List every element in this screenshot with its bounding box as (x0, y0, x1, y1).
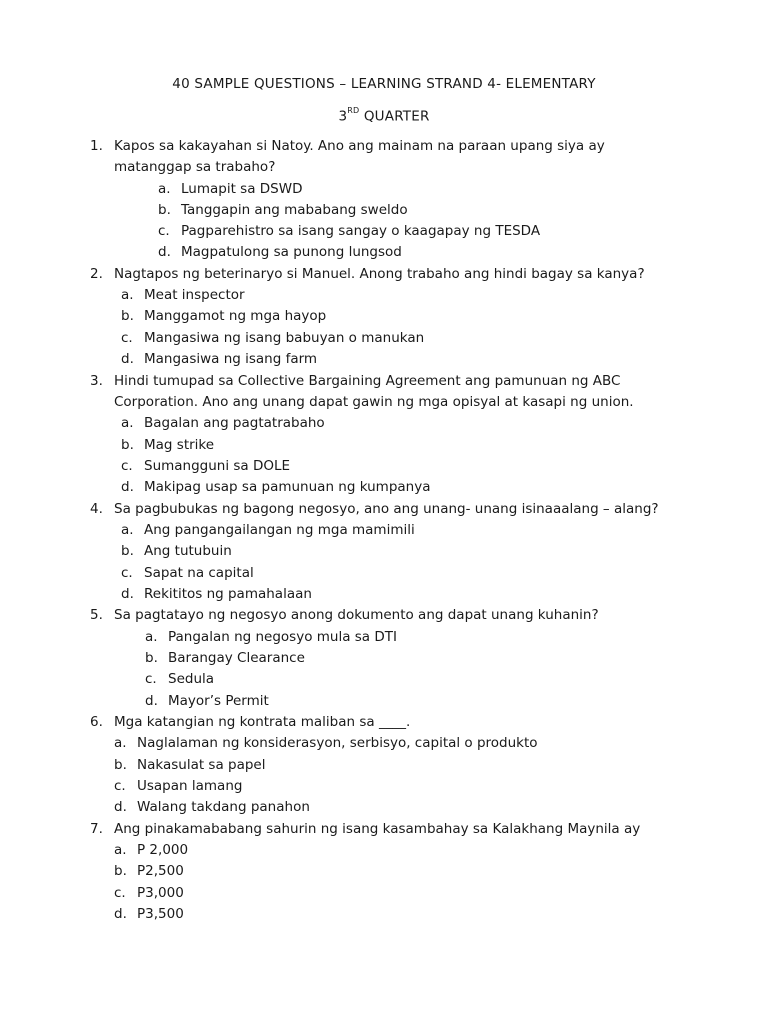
question-number: 3. (90, 373, 103, 389)
choice-text: Magpatulong sa punong lungsod (181, 244, 402, 260)
choice-letter: c. (121, 565, 133, 581)
choice-letter: d. (114, 906, 127, 922)
choice-text: P3,000 (137, 885, 184, 901)
choice-letter: d. (145, 693, 158, 709)
choice-letter: b. (158, 202, 171, 218)
choice-text: P3,500 (137, 906, 184, 922)
choice-letter: a. (114, 842, 127, 858)
choice-letter: b. (145, 650, 158, 666)
choice-letter: c. (158, 223, 170, 239)
choice-letter: a. (121, 522, 134, 538)
choice-text: Mangasiwa ng isang farm (144, 351, 318, 367)
choice-text: Ang pangangailangan ng mga mamimili (144, 522, 415, 538)
choice-text: Manggamot ng mga hayop (144, 308, 327, 324)
choice-text: Naglalaman ng konsiderasyon, serbisyo, capital o produkto (137, 735, 538, 751)
choice-text: Pagparehistro sa isang sangay o kaagapay ng TESDA (181, 223, 541, 239)
choice-letter: b. (114, 757, 127, 773)
choice-letter: d. (114, 799, 127, 815)
choice-letter: a. (121, 415, 134, 431)
choice-letter: d. (121, 479, 134, 495)
question-text: Mga katangian ng kontrata maliban sa ____. (114, 714, 411, 730)
choice-text: Sedula (168, 671, 215, 687)
question-text: Nagtapos ng beterinaryo si Manuel. Anong trabaho ang hindi bagay sa kanya? (114, 266, 645, 282)
choice-text: P2,500 (137, 863, 184, 879)
question-number: 7. (90, 821, 103, 837)
choice-text: P 2,000 (137, 842, 189, 858)
choice-text: Bagalan ang pagtatrabaho (144, 415, 325, 431)
choice-letter: b. (121, 308, 134, 324)
question-text: Kapos sa kakayahan si Natoy. Ano ang mainam na paraan upang siya ay (114, 138, 605, 154)
choice-text: Barangay Clearance (168, 650, 305, 666)
question-text: Ang pinakamababang sahurin ng isang kasambahay sa Kalakhang Maynila ay (114, 821, 641, 837)
document-title: 40 SAMPLE QUESTIONS – LEARNING STRAND 4- ELEMENTARY (172, 76, 596, 92)
choice-text: Rekititos ng pamahalaan (144, 586, 312, 602)
choice-text: Ang tutubuin (144, 543, 232, 559)
question-number: 6. (90, 714, 103, 730)
question-text-continued: matanggap sa trabaho? (114, 159, 276, 175)
choice-letter: c. (121, 330, 133, 346)
quarter-ordinal: RD (347, 106, 360, 115)
choice-text: Pangalan ng negosyo mula sa DTI (168, 629, 397, 645)
choice-text: Meat inspector (144, 287, 245, 303)
question-text-continued: Corporation. Ano ang unang dapat gawin ng mga opisyal at kasapi ng union. (114, 394, 634, 410)
choice-letter: c. (114, 778, 126, 794)
question-number: 4. (90, 501, 103, 517)
choice-letter: c. (145, 671, 157, 687)
choice-letter: c. (121, 458, 133, 474)
quarter-heading (0, 108, 768, 125)
question-number: 2. (90, 266, 103, 282)
question-number: 1. (90, 138, 103, 154)
choice-letter: a. (121, 287, 134, 303)
choice-text: Lumapit sa DSWD (181, 181, 303, 197)
question-text: Hindi tumupad sa Collective Bargaining Agreement ang pamunuan ng ABC (114, 373, 621, 389)
choice-letter: b. (114, 863, 127, 879)
choice-letter: b. (121, 437, 134, 453)
question-text: Sa pagtatayo ng negosyo anong dokumento ang dapat unang kuhanin? (114, 607, 599, 623)
choice-text: Makipag usap sa pamunuan ng kumpanya (144, 479, 431, 495)
choice-text: Usapan lamang (137, 778, 243, 794)
choice-text: Mag strike (144, 437, 215, 453)
choice-text: Nakasulat sa papel (137, 757, 266, 773)
choice-text: Sumangguni sa DOLE (144, 458, 291, 474)
choice-text: Tanggapin ang mababang sweldo (181, 202, 408, 218)
choice-text: Sapat na capital (144, 565, 254, 581)
choice-letter: b. (121, 543, 134, 559)
choice-text: Walang takdang panahon (137, 799, 310, 815)
question-text: Sa pagbubukas ng bagong negosyo, ano ang unang- unang isinaaalang – alang? (114, 501, 659, 517)
choice-letter: d. (121, 351, 134, 367)
question-number: 5. (90, 607, 103, 623)
quarter-word: QUARTER (363, 108, 430, 125)
choice-letter: d. (158, 244, 171, 260)
choice-text: Mayor’s Permit (168, 693, 269, 709)
choice-letter: a. (114, 735, 127, 751)
choice-letter: a. (145, 629, 158, 645)
quarter-number: 3 (338, 108, 348, 125)
choice-letter: a. (158, 181, 171, 197)
choice-letter: d. (121, 586, 134, 602)
choice-letter: c. (114, 885, 126, 901)
choice-text: Mangasiwa ng isang babuyan o manukan (144, 330, 425, 346)
